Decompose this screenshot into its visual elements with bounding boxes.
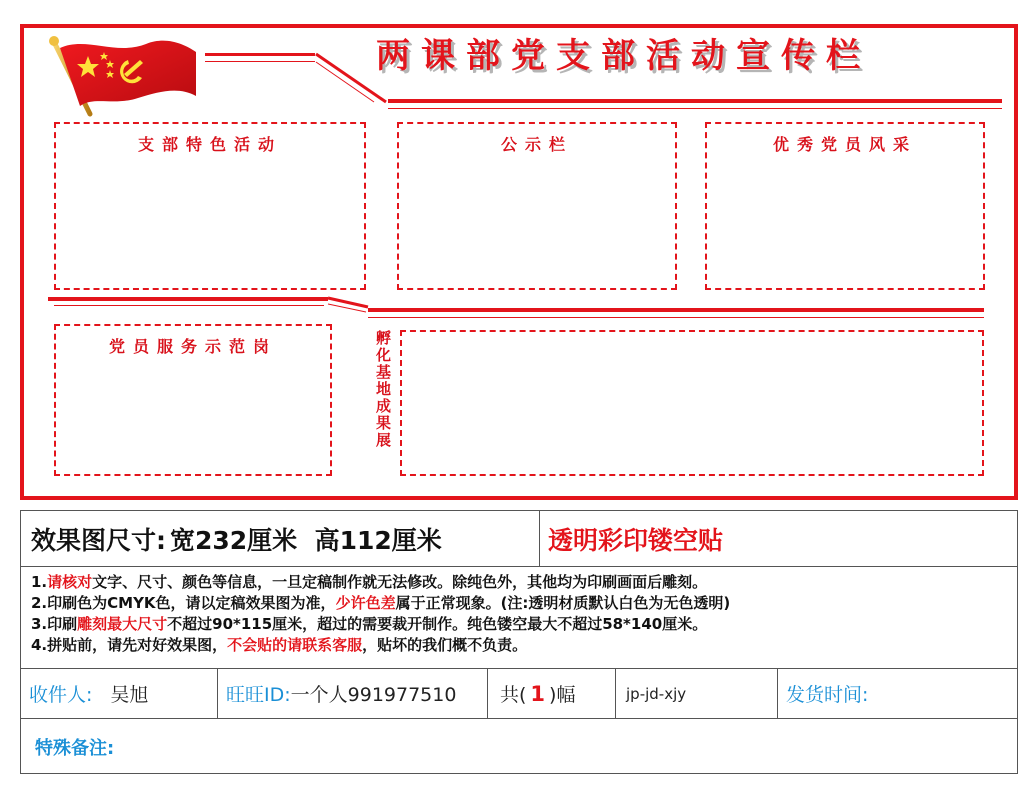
header-line [205, 61, 315, 62]
remark-cell [21, 719, 321, 775]
incubation-label: 孵化基地成果展 [374, 330, 392, 449]
note-3: 3.印刷雕刻最大尺寸不超过90*115厘米，超过的需要裁开制作。纯色镂空最大不超过58*140厘米。 [31, 615, 708, 633]
divider-line [48, 297, 328, 301]
count-number: 1 [530, 681, 546, 706]
remark-label: 特殊备注: [35, 738, 115, 759]
panel-title: 支部特色活动 [137, 135, 282, 154]
recipient-row [21, 669, 1017, 719]
party-flag-icon [46, 34, 202, 118]
wangwang-value: 一个人991977510 [290, 684, 457, 706]
size-cell [21, 511, 539, 566]
header-underline [388, 99, 1002, 103]
ship-time-label: 发货时间: [786, 684, 869, 706]
panel-notice-board [397, 122, 677, 290]
note-1: 1.请核对文字、尺寸、颜色等信息，一旦定稿制作就无法修改。除纯色外，其他均为印刷画面后雕刻。 [31, 573, 708, 591]
panel-excellent-members [705, 122, 985, 290]
panel-title: 优秀党员风采 [772, 135, 917, 154]
notes-row [21, 567, 1017, 669]
divider-slant [326, 295, 372, 315]
panel-title: 公示栏 [500, 135, 573, 154]
panel-branch-activity [54, 122, 366, 290]
note-4: 4.拼贴前，请先对好效果图，不会贴的请联系客服，贴坏的我们概不负责。 [31, 636, 528, 654]
divider-line [54, 305, 324, 306]
recipient-name: 吴旭 [110, 684, 149, 706]
remark-row [21, 719, 1017, 775]
board-title: 两课部党支部活动宣传栏 [376, 36, 871, 76]
wangwang-label: 旺旺ID: [226, 684, 291, 706]
recipient-label: 收件人: [29, 684, 93, 706]
recipient-cell [21, 669, 217, 718]
size-label: 效果图尺寸: [31, 525, 166, 555]
header-line [205, 53, 315, 56]
size-row [21, 511, 1017, 567]
divider-line [368, 308, 984, 312]
panel-service-post [54, 324, 332, 476]
panel-incubation [400, 330, 984, 476]
count-cell: 共( 1 )幅 [487, 669, 615, 718]
note-2: 2.印刷色为CMYK色，请以定稿效果图为准，少许色差属于正常现象。(注:透明材质默认白色为无色透明) [31, 594, 731, 612]
wangwang-cell [217, 669, 487, 718]
code-cell [615, 669, 777, 718]
divider-line [368, 317, 984, 318]
order-info-table [20, 510, 1018, 774]
product-cell [539, 511, 1017, 566]
product-name: 透明彩印镂空贴 [548, 525, 724, 555]
panel-title: 党员服务示范岗 [108, 337, 277, 356]
size-value: 宽232厘米 高112厘米 [170, 525, 442, 555]
product-code: jp-jd-xjy [626, 684, 687, 703]
header-underline [388, 108, 1002, 109]
ship-time-cell [777, 669, 1017, 718]
